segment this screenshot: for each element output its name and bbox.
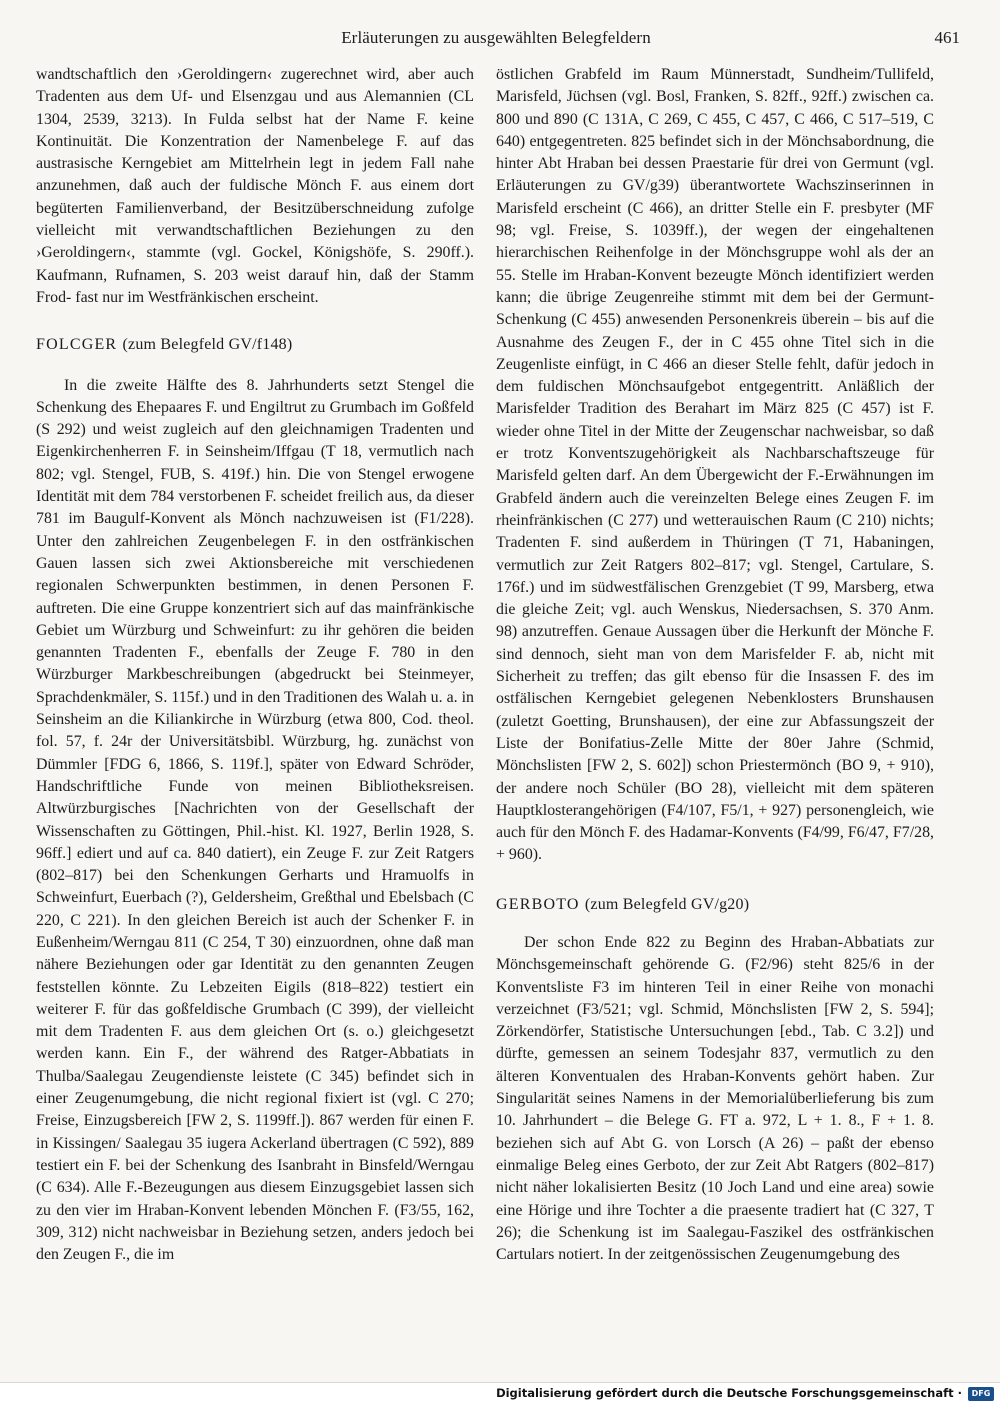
paragraph-gerboto-body: Der schon Ende 822 zu Beginn des Hraban-Abbatiats zur Mönchsgemeinschaft gehörende G. (F2/96) steht 825/6 in der Konventsliste F3 im hinteren Teil in einer Reihe von monachi verzeichnet (F3/521; vgl. Schmid, Mönchslisten [FW 2, S. 594]; Zörkendörfer, Statistische Untersuchungen [ebd., Tab. C 3.2]) und dürfte, gemessen an seinem Todesjahr 837, vermutlich zu den älteren Konventualen des Hraban-Konvents gehört haben. Zur Singularität seines Namens in der Memorialüberlieferung bis zum 10. Jahrhundert – die Belege G. FT a. 972, L + 1. 8., F + 1. 8. beziehen sich auf Abt G. von Lorsch (A 26) – paßt der ebenso einmalige Beleg eines Gerboto, der zur Zeit Abt Ratgers (802–817) nicht näher lokalisierten Besitz (10 Joch Land und eine area) sowie eine Hörige und ihre Tochter a die praesente tradiert hat (C 327, T 26); die Schenkung ist im Saalegau-Faszikel des ostfränkischen Cartulars notiert. In der zeitgenössischen Zeugenumgebung des: [496, 933, 934, 1264]
running-head: [32, 28, 960, 54]
section-heading-name: FOLCGER: [36, 336, 118, 354]
section-heading-reference: (zum Belegfeld GV/g20): [584, 895, 750, 913]
section-heading-gerboto: [496, 894, 934, 916]
running-head-title: Erläuterungen zu ausgewählten Belegfeldern: [341, 28, 651, 47]
digitization-footer: [0, 1382, 1000, 1406]
paragraph-folcger-body: In die zweite Hälfte des 8. Jahrhunderts setzt Stengel die Schenkung des Ehepaares F. und Engiltrut zu Grumbach im Goßfeld (S 292) und weist zugleich auf den gleichnamigen Tradenten und Eigenkirchenherren F. in Seinsheim/Iffgau (T 18, vermutlich nach 802; vgl. Stengel, FUB, S. 419f.) hin. Die von Stengel erwogene Identität mit dem 784 verstorbenen F. scheidet freilich aus, da dieser 781 im Baugulf-Konvent als Mönch nachzuweisen ist (F1/228). Unter den zahlreichen Zeugenbelegen F. in den ostfränkischen Gauen lassen sich zwei Aktionsbereiche mit verschiedenen regionalen Schwerpunkten bestimmen, in denen Personen F. auftreten. Die eine Gruppe konzentriert sich auf das mainfränkische Gebiet um Würzburg und Schweinfurt: zu ihr gehören die beiden genannten Tradenten F., ebenfalls der Zeuge F. 780 in den Würzburger Markbeschreibungen (abgedruckt bei Steinmeyer, Sprachdenkmäler, S. 115f.) und in den Traditionen des Walah u. a. in Seinsheim an die Kiliankirche in Würzburg (etwa 800, Cod. theol. fol. 57, f. 24r der Universitätsbibl. Würzburg, hg. zunächst von Dümmler [FDG 6, 1866, S. 119f.], später von Edward Schröder, Handschriftliche Funde von meinen Bibliotheksreisen. Altwürzburgisches [Nachrichten von der Gesellschaft der Wissenschaften zu Göttingen, Phil.-hist. Kl. 1927, Berlin 1928, S. 96ff.] ediert und auf ca. 840 datiert), ein Zeuge F. zur Zeit Ratgers (802–817) bei den Schenkungen Gerharts und Hramuolfs in Schweinfurt, Euerbach (?), Geldersheim, Greßthal und Ebelsbach (C 220, C 221). In den gleichen Bereich ist auch der Schenker F. in Eußenheim/Werngau 811 (C 254, T 30) einzuordnen, ohne daß man nähere Beziehungen oder gar Identität zu den genannten Zeugen feststellen könnte. Zu Lebzeiten Eigils (818–822) testiert ein weiterer F. für das goßfeldische Grumbach (C 399), der vielleicht mit dem Tradenten F. aus dem gleichen Ort (s. o.) gleichgesetzt werden kann. Ein F., der während des Ratger-Abbatiats in Thulba/Saalegau Zeugendienste leistete (C 345) befindet sich in einer Zeugenumgebung, die nicht regional fixiert ist (vgl. C 270; Freise, Einzugsbereich [FW 2, S. 1199ff.]). 867 werden für einen F. in Kissingen/ Saalegau 35 iugera Ackerland übertragen (C 592), 889 testiert ein F. bei der Schenkung des Isanbraht in Binsfeld/Werngau (C 634). Alle F.-Bezeugungen aus diesem Einzugsgebiet lassen sich zu den vier im Hraban-Konvent lebenden Mönchen F. (F3/55, 162, 309, 312) nicht nachweisbar in Beziehung setzen, anders jedoch bei den Zeugen F., die im: [36, 376, 474, 1264]
paragraph-grabfeld-continuation: östlichen Grabfeld im Raum Münnerstadt, Sundheim/Tullifeld, Marisfeld, Jüchsen (vgl. Bosl, Franken, S. 82ff., 92ff.) zwischen ca. 800 und 890 (C 131A, C 269, C 455, C 457, C 466, C 517–519, C 640) entgegentreten. 825 befindet sich in der Mönchsabordnung, die hinter Abt Hraban bei dessen Praestarie für drei von Germunt (vgl. Erläuterungen zu GV/g39) überantwortete Wachszinserinnen in Marisfeld erscheint (C 466), an dritter Stelle ein F. presbyter (MF 98; vgl. Freise, S. 1039ff.), der wegen der eingehaltenen hierarchischen Reihenfolge in der Mönchsgruppe wohl als der an 55. Stelle im Hraban-Konvent bezeugte Mönch identifiziert werden kann; die übrige Zeugenreihe stimmt mit dem bei der Germunt-Schenkung (C 455) anwesenden Personenkreis überein – bis auf die Ausnahme des Zeugen F., der in C 455 ohne Titel sich in die Zeugenliste einfügt, in C 466 an dieser Stelle fehlt, dafür jedoch in dem fuldischen Mönchsaufgebot entgegentritt. Anläßlich der Marisfelder Tradition des Berahart im März 825 (C 457) ist F. wieder ohne Titel in der Mitte der Zeugenschar nachweisbar, so daß er trotz Konventszugehörigkeit als Nachbarschaftszeuge für Marisfeld gelten darf. An dem Übergewicht der F.-Erwähnungen im Grabfeld ändern auch die vereinzelten Belege eines Zeugen F. im rheinfränkischen (C 277) und wetterauischen Raum (C 210) nichts; Tradenten F. sind außerdem in Thüringen (T 71, Habaningen, vermutlich zur Zeit Ratgers 802–817; vgl. Stengel, Cartulare, S. 176f.) und im südwestfälischen Grenzgebiet (T 99, Marsberg, etwa die gleiche Zeit; vgl. auch Wenskus, Niedersachsen, S. 370 Anm. 98) anzutreffen. Genaue Aussagen über die Herkunft der Mönche F. sind dennoch, sieht man von dem Marisfelder F. ab, nicht mit Sicherheit zu treffen; das gilt ebenso für die Insassen F. des im ostfälischen Kerngebiet gelegenen Nebenklosters Brunshausen (zuletzt Goetting, Brunshausen), der eine zur Abfassungszeit der Liste der Bonifatius-Zelle Mitte der 80er Jahre (Schmid, Mönchslisten [FW 2, S. 602]) schon Priestermönch (BO 9, + 910), der andere noch Schüler (BO 28), vielleicht mit dem späteren Hauptklosterangehörigen (F4/107, F5/1, + 927) personengleich, wie auch für den Mönch F. des Hadamar-Konvents (F4/99, F6/47, F7/28, + 960).: [496, 66, 934, 864]
funding-notice: Digitalisierung gefördert durch die Deutsche Forschungsgemeinschaft ·: [496, 1386, 962, 1400]
section-heading-name: GERBOTO: [496, 895, 580, 913]
section-heading-folcger: [36, 334, 474, 356]
section-heading-reference: (zum Belegfeld GV/f148): [122, 336, 293, 354]
dfg-logo: DFG: [968, 1387, 994, 1401]
right-column: [496, 64, 934, 1266]
page-number: 461: [934, 28, 960, 47]
paragraph-geroldinger-continuation: wandtschaftlich den ›Geroldingern‹ zugerechnet wird, aber auch Tradenten aus dem Uf- und Elsenzgau und aus Alemannien (CL 1304, 2539, 3213). In Fulda selbst hat der Name F. keine Kontinuität. Die Konzentration der Namenbelege F. auf das austrasische Kerngebiet am Mittelrhein legt in jedem Fall nahe anzunehmen, daß auch der fuldische Mönch F. aus einem dort begüterten Familienverband, der Besitzüberschneidung zufolge vielleicht mit verwandtschaftlichen Beziehungen zu den ›Geroldingern‹, stammte (vgl. Gockel, Königshöfe, S. 290ff.). Kaufmann, Rufnamen, S. 203 weist darauf hin, daß der Stamm Frod- fast nur im Westfränkischen erscheint.: [36, 66, 474, 306]
left-column: [36, 64, 474, 1266]
